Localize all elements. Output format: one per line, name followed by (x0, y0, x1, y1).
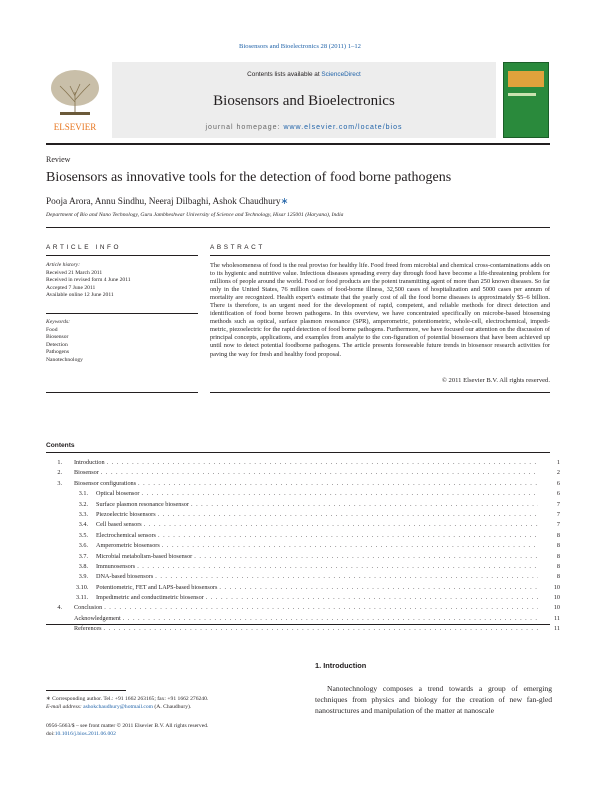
toc-entry-number: 3.10. (76, 583, 89, 591)
history-entry: Accepted 7 June 2011 (46, 284, 96, 291)
toc-entry-page: 11 (554, 614, 560, 622)
toc-entry-page: 8 (556, 573, 560, 581)
history-entry: Available online 12 June 2011 (46, 292, 114, 299)
toc-leader-dots (158, 510, 538, 520)
abstract-heading: ABSTRACT (210, 244, 265, 251)
toc-entry-title: Cell based sensors (96, 521, 142, 529)
keyword: Detection (46, 341, 68, 348)
toc-entry-title: Surface plasmon resonance biosensor (96, 500, 189, 508)
introduction-paragraph: Nanotechnology composes a trend towards a group of emerging techniques from physics and biology for the creation of new fan-gled nanostructures and manipulation of the matter at nanoscale (315, 684, 552, 715)
toc-entry-title: Amperometric biosensors (96, 542, 160, 550)
header-rule (46, 143, 550, 145)
toc-entry[interactable] (46, 603, 560, 613)
journal-homepage: journal homepage: www.elsevier.com/locate/bios (205, 124, 403, 131)
corresponding-author-mark[interactable]: ∗ (280, 197, 289, 207)
toc-leader-dots (158, 531, 538, 541)
toc-leader-dots (141, 489, 538, 499)
toc-entry-number: 2. (57, 469, 62, 477)
toc-entry-number: 3.7. (78, 552, 88, 560)
divider (210, 255, 550, 256)
toc-entry-title: Conclusion (74, 604, 103, 612)
paper-title: Biosensors as innovative tools for the detection of food borne pathogens (46, 170, 452, 185)
contents-availability: Contents lists available at ScienceDirect (247, 71, 361, 78)
elsevier-wordmark: ELSEVIER (53, 122, 97, 132)
toc-entry-title: Biosensor configurations (74, 479, 137, 487)
divider (46, 624, 550, 625)
copyright-notice: © 2011 Elsevier B.V. All rights reserved. (441, 377, 550, 384)
toc-entry-title: Optical biosensor (96, 490, 140, 498)
toc-entry[interactable] (46, 458, 560, 468)
corresponding-author-footnote: ∗ Corresponding author. Tel.: +91 1662 263165; fax: +91 1662 276240. E-mail address: ashokchaudhury@hotmail.com (A. Chaudhury). (46, 696, 209, 710)
toc-entry-page: 11 (554, 625, 560, 633)
divider (46, 313, 198, 314)
toc-leader-dots (144, 520, 538, 530)
keywords: Keywords: Food Biosensor Detection Pathogens Nanotechnology (46, 319, 83, 363)
toc-entry[interactable] (46, 624, 560, 634)
doi-link[interactable]: 10.1016/j.bios.2011.06.002 (54, 731, 116, 737)
toc-entry-number: 4. (57, 604, 62, 612)
toc-entry-title: DNA-based biosensors (96, 573, 154, 581)
toc-entry[interactable] (46, 468, 560, 478)
toc-entry[interactable] (46, 562, 560, 572)
toc-entry-page: 8 (556, 542, 560, 550)
toc-entry[interactable] (46, 520, 560, 530)
toc-leader-dots (101, 468, 538, 478)
toc-leader-dots (137, 562, 538, 572)
toc-entry[interactable] (46, 583, 560, 593)
toc-leader-dots (123, 614, 538, 624)
toc-entry-title: Electrochemical sensors (96, 531, 156, 539)
toc-entry-title: Introduction (74, 459, 105, 466)
toc-entry-title: Piezoelectric biosensors (96, 510, 156, 518)
toc-entry[interactable] (46, 479, 560, 489)
divider (46, 392, 198, 393)
toc-entry-page: 7 (556, 521, 560, 529)
toc-entry-page: 7 (556, 510, 560, 518)
toc-leader-dots (194, 552, 538, 562)
divider (46, 452, 550, 453)
toc-entry-title: Acknowledgement (74, 614, 121, 622)
toc-entry-number: 3.11. (76, 594, 89, 602)
toc-entry-title: References (74, 625, 102, 633)
toc-entry-page: 1 (556, 459, 560, 466)
section-heading-introduction: 1. Introduction (315, 661, 367, 670)
author-email-link[interactable]: ashokchaudhury@hotmail.com (83, 704, 154, 710)
toc-entry-title: Microbial metabolism-based biosensor (96, 552, 193, 560)
abstract-body: The wholesomeness of food is the real proviso for healthy life. Food freed from microbial and chemical cross-contaminations adds on to its hygienic and nutritive value. Infectious diseases spreading every day through food have become a life-threatening problem for millions of people around the world. Food or food products are the potent transmitting agent of more than 250 known diseases. So far only in the United States, 76 million cases of food-borne illness, 32,500 cases of hospitalization and 5000 cases per annum of mortality are recognized. Health expert's estimate that the yearly cost of all the food borne diseases is approximately $5–6 billion. There is therefore, is an urgent need for the development of rapid, competent, and reliable methods for direct detection and identification of food borne brown pathogens. In this overview, we have concentrated specifically on microbe-based biosensing methods such as optical, surface plasmon resonance (SPR), amperometric, potentiometric, whole-cell, electrochemical, impedi-metric, piezoelectric for the rapid detection of food borne pathogens. Furthermore, we have focused our attention on the discussion of principal concepts, applications, and examples from analyte to the con-figuration of potential biosensors that have been achieved up until now to detect potential foodborne pathogens. The article presents foreseeable future trends in biosensor research activities for paving the way for fresh and healthy food proposal. (210, 262, 551, 358)
article-type: Review (46, 155, 71, 164)
history-entry: Received 21 March 2011 (46, 269, 103, 276)
toc-entry-number: 3. (57, 479, 62, 487)
elsevier-tree-logo (46, 62, 104, 136)
toc-entry-number: 3.3. (78, 510, 88, 518)
toc-entry-page: 7 (556, 500, 560, 508)
toc-entry-number: 3.5. (78, 531, 88, 539)
toc-entry-page: 10 (553, 583, 560, 591)
toc-entry-page: 10 (553, 594, 560, 602)
toc-entry[interactable] (46, 531, 560, 541)
toc-entry-title: Impedimetric and conductimetric biosensor (96, 594, 204, 602)
affiliation: Department of Bio and Nano Technology, Guru Jambheshwar University of Science and Technology, Hisar 125001 (Haryana), India (46, 212, 344, 218)
toc-entry[interactable] (46, 552, 560, 562)
footnote-rule (46, 690, 126, 691)
toc-entry[interactable] (46, 593, 560, 603)
toc-entry-number: 3.1. (78, 490, 88, 498)
keyword: Food (46, 326, 58, 333)
toc-entry-title: Biosensor (74, 469, 99, 477)
keyword: Biosensor (46, 334, 69, 341)
toc-leader-dots (155, 572, 538, 582)
toc-leader-dots (206, 593, 538, 603)
article-info-heading: ARTICLE INFO (46, 244, 122, 251)
divider (210, 392, 550, 393)
toc-leader-dots (162, 541, 538, 551)
toc-entry-page: 6 (556, 490, 560, 498)
toc-entry[interactable] (46, 614, 560, 624)
sciencedirect-link[interactable]: ScienceDirect (321, 71, 361, 78)
toc-entry-number: 1. (57, 459, 62, 466)
toc-entry-page: 8 (556, 562, 560, 570)
toc-leader-dots (219, 583, 538, 593)
toc-entry-page: 8 (556, 552, 560, 560)
toc-entry[interactable] (46, 500, 560, 510)
journal-title: Biosensors and Bioelectronics (213, 93, 395, 109)
toc-entry[interactable] (46, 510, 560, 520)
toc-entry-number: 3.6. (78, 542, 88, 550)
toc-leader-dots (104, 603, 538, 613)
keyword: Nanotechnology (46, 356, 83, 363)
toc-leader-dots (103, 624, 538, 634)
author-list: Pooja Arora, Annu Sindhu, Neeraj Dilbaghi, Ashok Chaudhury∗ (46, 197, 289, 207)
history-entry: Received in revised form 4 June 2011 (46, 277, 131, 284)
toc-entry-page: 6 (556, 479, 560, 487)
toc-entry-page: 8 (556, 531, 560, 539)
toc-entry[interactable] (46, 489, 560, 499)
toc-leader-dots (191, 500, 538, 510)
issn-doi: 0956-5663/$ – see front matter © 2011 Elsevier B.V. All rights reserved. doi:10.1016/j.bios.2011.06.002 (46, 723, 209, 737)
divider (46, 255, 198, 256)
toc-leader-dots (107, 458, 538, 468)
toc-entry[interactable] (46, 541, 560, 551)
keyword: Pathogens (46, 349, 69, 356)
toc-entry-title: Potentiometric, FET and LAPS-based biosensors (96, 583, 218, 591)
toc-entry-number: 3.2. (78, 500, 88, 508)
toc-entry-page: 2 (556, 469, 560, 477)
article-history: Article history: Received 21 March 2011 Received in revised form 4 June 2011 Accepted 7 June 2011 Available online 12 June 2011 (46, 262, 131, 299)
toc-entry[interactable] (46, 572, 560, 582)
toc-entry-title: Immunosensors (96, 562, 136, 570)
journal-reference[interactable]: Biosensors and Bioelectronics 28 (2011) 1–12 (239, 43, 361, 50)
toc-entry-number: 3.4. (78, 521, 88, 529)
toc-entry-number: 3.8. (78, 562, 88, 570)
toc-leader-dots (138, 479, 538, 489)
journal-cover-image (503, 62, 549, 138)
title-rule (46, 227, 550, 228)
homepage-link[interactable]: www.elsevier.com/locate/bios (283, 124, 403, 131)
table-of-contents (46, 458, 560, 635)
contents-heading: Contents (46, 442, 75, 449)
toc-entry-number: 3.9. (78, 573, 88, 581)
toc-entry-page: 10 (553, 604, 560, 612)
